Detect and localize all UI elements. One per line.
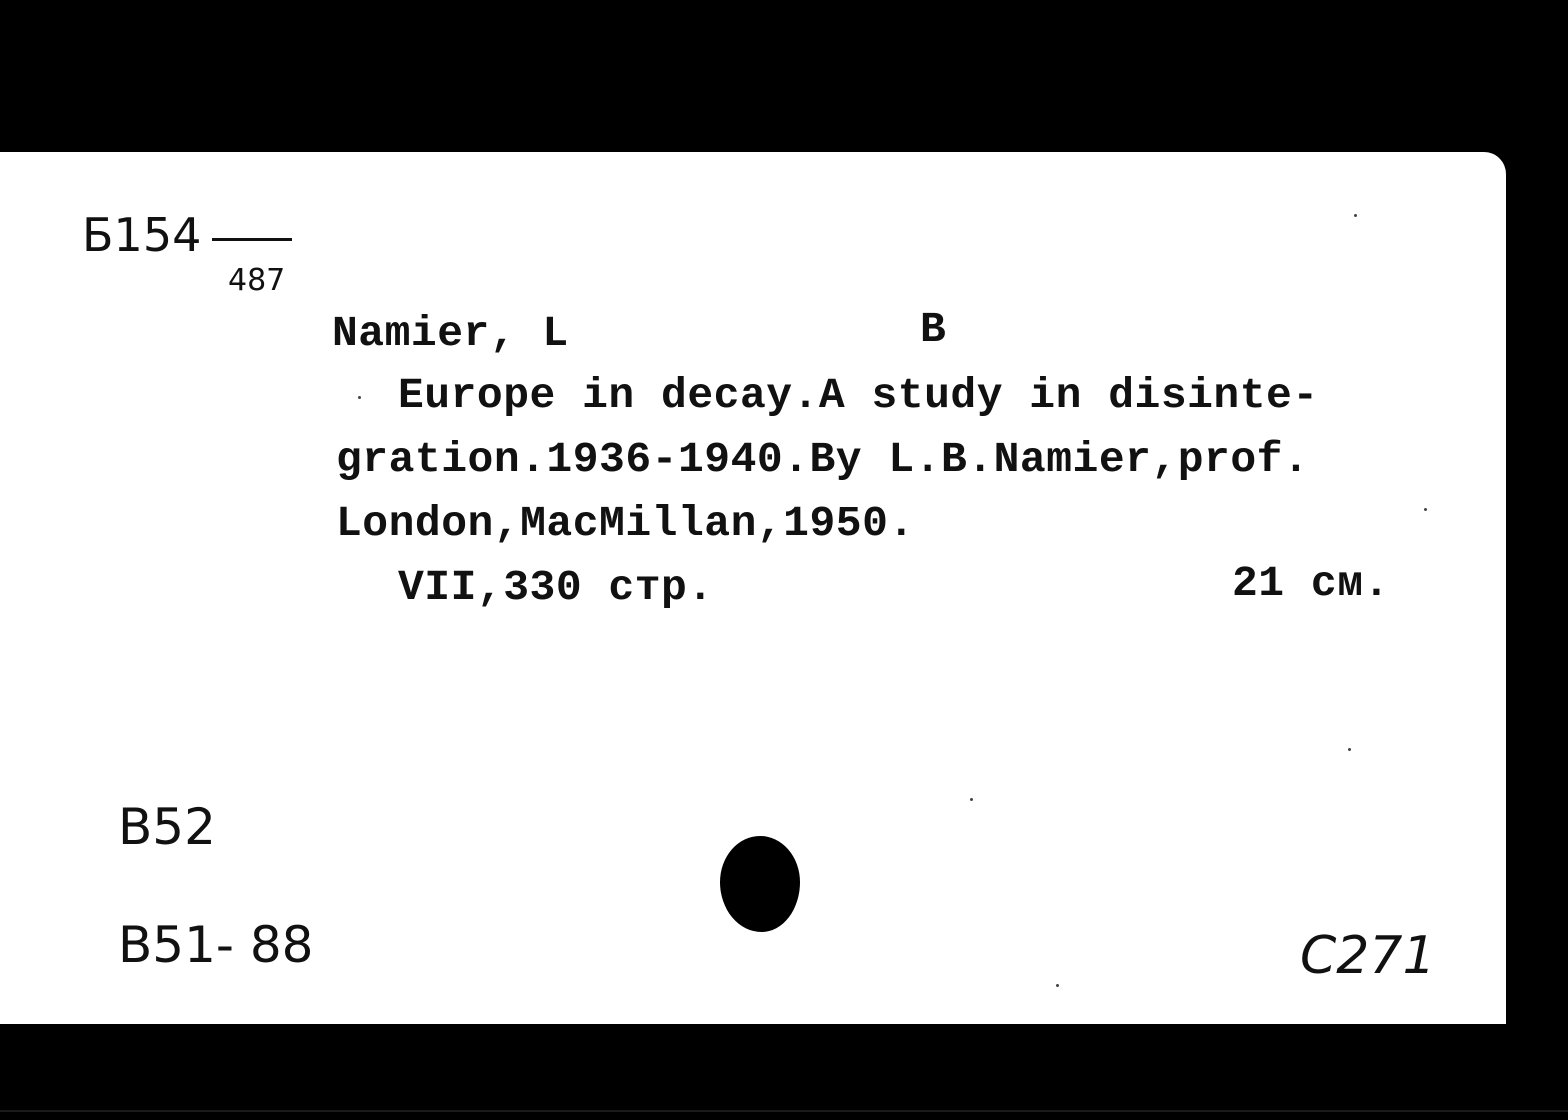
call-number-sub: 487 bbox=[228, 263, 286, 298]
size: 21 см. bbox=[1232, 559, 1390, 608]
scan-speck bbox=[1354, 214, 1357, 217]
scan-speck bbox=[1348, 748, 1351, 751]
pagination: VII,330 стр. bbox=[398, 563, 714, 612]
scan-speck bbox=[970, 798, 973, 801]
call-number-fraction-bar bbox=[212, 238, 292, 241]
handwritten-code-3: C271 bbox=[1300, 926, 1436, 986]
scan-speck bbox=[358, 396, 361, 399]
title-line-2: gration.1936-1940.By L.B.Namier,prof. bbox=[336, 435, 1310, 484]
call-number-main: Б154 bbox=[82, 208, 202, 262]
handwritten-code-2: B51- 88 bbox=[118, 916, 314, 974]
scan-speck bbox=[1424, 508, 1427, 511]
imprint-line: London,MacMillan,1950. bbox=[336, 499, 915, 548]
scan-edge-line bbox=[0, 1110, 1568, 1112]
title-line-1: Europe in decay.A study in disinte- bbox=[398, 371, 1319, 420]
catalog-card bbox=[0, 152, 1506, 1024]
handwritten-code-1: B52 bbox=[118, 798, 216, 856]
author-initial: B bbox=[920, 305, 947, 354]
scan-speck bbox=[1056, 984, 1059, 987]
author-heading: Namier, L bbox=[332, 309, 569, 358]
punch-hole bbox=[720, 836, 800, 932]
